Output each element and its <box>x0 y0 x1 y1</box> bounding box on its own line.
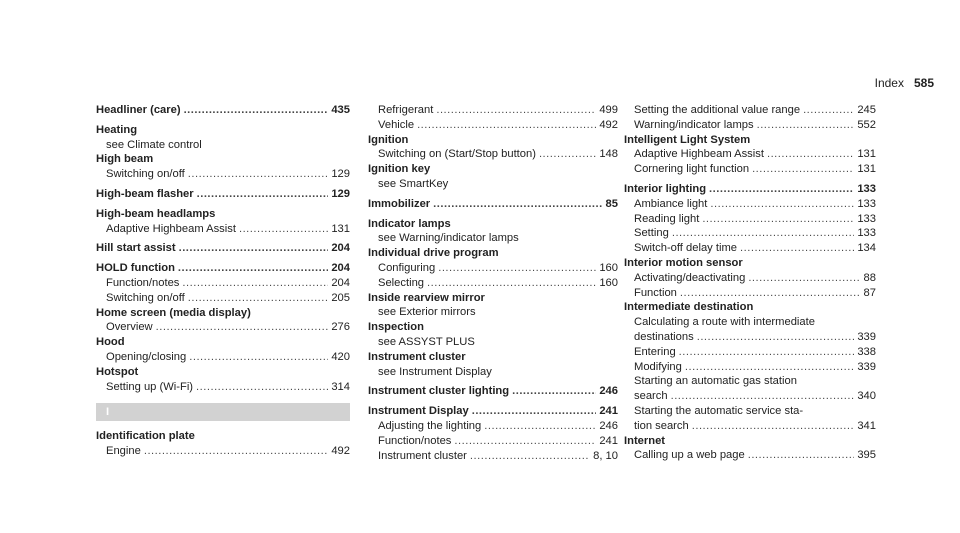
entry-label: Switching on/off <box>106 168 185 181</box>
dot-leader <box>512 384 596 399</box>
entry-label: Calling up a web page <box>634 449 745 462</box>
entry-label: Instrument cluster <box>378 449 467 462</box>
index-entry[interactable] <box>96 261 350 276</box>
entry-label: Cornering light function <box>634 163 750 176</box>
entry-label: Ambiance light <box>634 197 708 210</box>
page-reference[interactable]: 435 <box>331 104 350 116</box>
index-subentry[interactable] <box>96 380 350 395</box>
entry-label: Activating/deactivating <box>634 271 746 284</box>
dot-leader <box>757 118 855 133</box>
index-subentry[interactable] <box>624 118 876 133</box>
entry-label: Immobilizer <box>368 197 431 210</box>
page-reference[interactable]: 245 <box>857 104 876 116</box>
index-entry[interactable] <box>624 182 876 197</box>
index-subentry-text: Starting an automatic gas station <box>634 375 797 388</box>
page-reference[interactable]: 204 <box>331 262 350 275</box>
entry-label: Function/notes <box>106 276 180 289</box>
page-reference[interactable]: 129 <box>331 187 350 200</box>
entry-label: Headliner (care) <box>96 104 181 116</box>
dot-leader <box>182 276 328 291</box>
dot-leader <box>710 197 854 212</box>
index-heading: High beam <box>96 153 154 166</box>
page-reference[interactable]: 85 <box>605 197 618 210</box>
dot-leader <box>189 350 328 365</box>
page-header <box>875 76 934 90</box>
page-number: 585 <box>913 76 934 90</box>
index-subentry[interactable] <box>624 286 876 301</box>
dot-leader <box>539 147 596 162</box>
index-subentry[interactable] <box>96 276 350 291</box>
index-entry[interactable] <box>368 384 618 399</box>
page-reference[interactable]: 492 <box>599 118 618 131</box>
dot-leader <box>178 261 328 276</box>
page-reference[interactable]: 131 <box>331 222 350 235</box>
index-entry[interactable] <box>96 103 350 118</box>
index-heading: Interior motion sensor <box>624 256 743 269</box>
page-reference[interactable]: 395 <box>857 449 876 462</box>
index-entry[interactable] <box>96 187 350 202</box>
index-column-3 <box>624 103 876 463</box>
index-subentry-text: Calculating a route with intermediate <box>634 316 815 329</box>
entry-label: Adaptive Highbeam Assist <box>634 148 764 161</box>
dot-leader <box>767 147 854 162</box>
entry-label: Warning/indicator lamps <box>634 118 754 131</box>
dot-leader <box>438 261 596 276</box>
entry-label: Function/notes <box>378 434 452 447</box>
page-reference[interactable]: 133 <box>857 212 876 225</box>
dot-leader <box>672 226 854 241</box>
entry-label: Engine <box>106 445 141 458</box>
entry-label: Setting the additional value range <box>634 104 801 116</box>
entry-label: Overview <box>106 321 153 334</box>
entry-label: Refrigerant <box>378 104 434 116</box>
page-reference[interactable]: 499 <box>599 104 618 116</box>
index-heading: Identification plate <box>96 430 195 443</box>
index-subentry-text: see Climate control <box>106 138 202 151</box>
entry-label: High-beam flasher <box>96 187 194 200</box>
index-entry[interactable] <box>368 404 618 419</box>
page-reference[interactable]: 338 <box>857 345 876 358</box>
index-subentry[interactable] <box>368 147 618 162</box>
index-subentry[interactable] <box>96 350 350 365</box>
page-reference[interactable]: 340 <box>857 390 876 403</box>
dot-leader <box>239 222 328 237</box>
page-reference[interactable]: 131 <box>857 163 876 176</box>
entry-label: Selecting <box>378 276 425 289</box>
dot-leader <box>748 448 855 463</box>
dot-leader <box>197 187 329 202</box>
page-reference[interactable]: 87 <box>863 286 876 299</box>
index-heading: Internet <box>624 434 666 447</box>
index-heading: Inspection <box>368 321 424 334</box>
index-column-2 <box>368 103 618 463</box>
dot-leader <box>179 241 329 256</box>
index-subentry[interactable] <box>368 434 618 449</box>
index-subentry[interactable] <box>624 162 876 177</box>
page-reference[interactable]: 552 <box>857 118 876 131</box>
page-reference[interactable]: 276 <box>331 321 350 334</box>
dot-leader <box>427 276 596 291</box>
index-subentry[interactable] <box>368 118 618 133</box>
index-heading: Hotspot <box>96 365 139 378</box>
page-reference[interactable]: 133 <box>857 182 876 195</box>
dot-leader <box>188 167 329 182</box>
page-reference[interactable]: 241 <box>599 434 618 447</box>
dot-leader <box>144 444 328 459</box>
index-subentry[interactable] <box>96 320 350 335</box>
index-heading: Intermediate destination <box>624 301 754 314</box>
entry-label: Instrument cluster lighting <box>368 385 510 398</box>
dot-leader <box>188 291 329 306</box>
page-reference[interactable]: 204 <box>331 242 350 255</box>
index-heading: Intelligent Light System <box>624 133 751 146</box>
index-entry[interactable] <box>96 241 350 256</box>
index-heading: Home screen (media display) <box>96 306 251 319</box>
index-heading: Instrument cluster <box>368 350 466 363</box>
dot-leader <box>685 360 854 375</box>
page-reference[interactable]: 131 <box>857 148 876 161</box>
page-reference[interactable]: 339 <box>857 330 876 343</box>
page-reference[interactable]: 420 <box>331 350 350 363</box>
dot-leader <box>671 389 855 404</box>
page-reference[interactable]: 160 <box>599 261 618 274</box>
dot-leader <box>184 103 329 118</box>
index-subentry[interactable] <box>624 419 876 434</box>
entry-label: Opening/closing <box>106 350 187 363</box>
index-subentry[interactable] <box>96 291 350 306</box>
index-subentry[interactable] <box>624 271 876 286</box>
entry-label: Adaptive Highbeam Assist <box>106 222 236 235</box>
index-subentry-text: see Exterior mirrors <box>378 306 476 319</box>
dot-leader <box>454 434 596 449</box>
dot-leader <box>417 118 596 133</box>
dot-leader <box>196 380 328 395</box>
index-heading: Ignition key <box>368 163 431 176</box>
dot-leader <box>692 419 855 434</box>
index-subentry[interactable] <box>624 345 876 360</box>
index-heading: Heating <box>96 123 138 136</box>
index-subentry[interactable] <box>368 419 618 434</box>
index-heading: Ignition <box>368 133 409 146</box>
index-subentry[interactable] <box>624 389 876 404</box>
dot-leader <box>752 162 854 177</box>
header-title: Index <box>874 76 904 90</box>
page-reference[interactable]: 133 <box>857 197 876 210</box>
entry-label: Function <box>634 286 677 299</box>
index-entry[interactable] <box>368 197 618 212</box>
entry-label: Adjusting the lighting <box>378 419 482 432</box>
dot-leader <box>433 197 602 212</box>
entry-label: Hill start assist <box>96 242 176 255</box>
dot-leader <box>436 103 596 118</box>
dot-leader <box>709 182 854 197</box>
entry-label: Vehicle <box>378 118 415 131</box>
index-subentry[interactable] <box>368 103 618 118</box>
entry-label: tion search <box>634 419 689 432</box>
dot-leader <box>470 449 590 464</box>
dot-leader <box>472 404 597 419</box>
entry-label: search <box>634 390 668 403</box>
dot-leader <box>484 419 596 434</box>
index-subentry-text: see Warning/indicator lamps <box>378 232 519 245</box>
page-reference[interactable]: 246 <box>599 385 618 398</box>
index-subentry[interactable] <box>96 167 350 182</box>
index-column-1 <box>96 103 350 459</box>
index-heading: High-beam headlamps <box>96 207 216 220</box>
entry-label: Setting up (Wi-Fi) <box>106 380 194 393</box>
page-reference[interactable]: 341 <box>857 419 876 432</box>
dot-leader <box>156 320 329 335</box>
index-heading: Inside rearview mirror <box>368 291 485 304</box>
page-reference[interactable]: 133 <box>857 227 876 240</box>
index-subentry[interactable] <box>624 330 876 345</box>
page-reference[interactable]: 246 <box>599 419 618 432</box>
page-reference[interactable]: 204 <box>331 276 350 289</box>
index-subentry[interactable] <box>96 222 350 237</box>
page-reference[interactable]: 88 <box>863 271 876 284</box>
index-subentry[interactable] <box>624 241 876 256</box>
entry-label: destinations <box>634 330 694 343</box>
entry-label: Interior lighting <box>624 182 707 195</box>
entry-label: Entering <box>634 345 676 358</box>
page-reference[interactable]: 241 <box>599 405 618 418</box>
page-reference[interactable]: 205 <box>331 291 350 304</box>
index-subentry[interactable] <box>368 449 618 464</box>
page-reference[interactable]: 339 <box>857 360 876 373</box>
index-subentry-text: see SmartKey <box>378 177 449 190</box>
index-heading: Individual drive program <box>368 247 499 260</box>
index-heading: Hood <box>96 336 125 349</box>
entry-label: Modifying <box>634 360 682 373</box>
index-subentry[interactable] <box>368 276 618 291</box>
index-subentry-text: see Instrument Display <box>378 365 492 378</box>
page-reference[interactable]: 134 <box>857 242 876 255</box>
entry-label: Switching on (Start/Stop button) <box>378 148 536 161</box>
dot-leader <box>697 330 855 345</box>
dot-leader <box>740 241 854 256</box>
dot-leader <box>702 212 854 227</box>
page-reference[interactable]: 160 <box>599 276 618 289</box>
entry-label: Instrument Display <box>368 405 469 418</box>
page-reference[interactable]: 148 <box>599 148 618 161</box>
entry-label: HOLD function <box>96 262 175 275</box>
entry-label: Setting <box>634 227 669 240</box>
page-reference[interactable]: 314 <box>331 380 350 393</box>
page-reference[interactable]: 8, 10 <box>593 449 618 462</box>
index-subentry[interactable] <box>96 444 350 459</box>
section-letter-bar: I <box>96 403 350 421</box>
index-subentry[interactable] <box>368 261 618 276</box>
entry-label: Switch-off delay time <box>634 242 738 255</box>
index-subentry[interactable] <box>624 360 876 375</box>
index-heading: Indicator lamps <box>368 217 451 230</box>
dot-leader <box>680 286 861 301</box>
index-subentry[interactable] <box>624 226 876 241</box>
index-subentry[interactable] <box>624 212 876 227</box>
index-subentry[interactable] <box>624 448 876 463</box>
index-subentry-text: see ASSYST PLUS <box>378 335 475 348</box>
entry-label: Reading light <box>634 212 700 225</box>
index-subentry[interactable] <box>624 147 876 162</box>
entry-label: Configuring <box>378 261 436 274</box>
dot-leader <box>679 345 855 360</box>
entry-label: Switching on/off <box>106 291 185 304</box>
page-reference[interactable]: 492 <box>331 445 350 458</box>
index-subentry-text: Starting the automatic service sta- <box>634 404 804 417</box>
index-subentry[interactable] <box>624 103 876 118</box>
index-subentry[interactable] <box>624 197 876 212</box>
dot-leader <box>748 271 860 286</box>
page-reference[interactable]: 129 <box>331 168 350 181</box>
dot-leader <box>803 103 854 118</box>
